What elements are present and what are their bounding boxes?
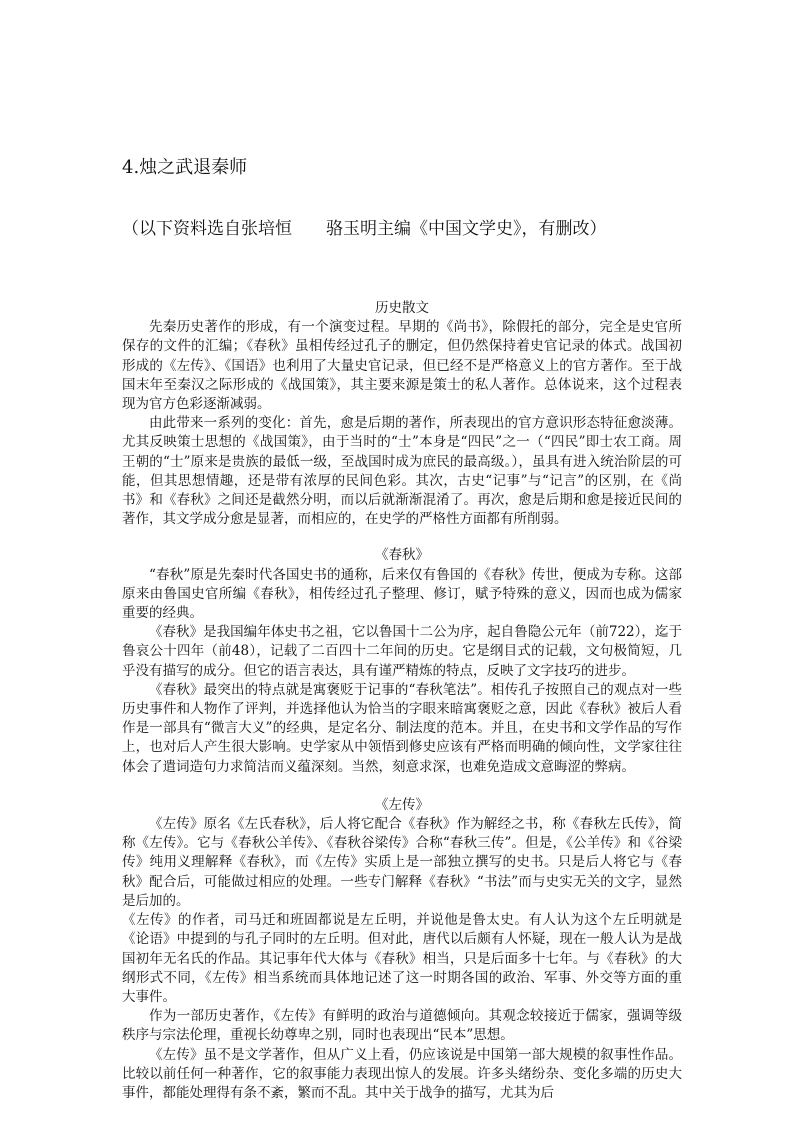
source-note: （以下资料选自张培恒 骆玉明主编《中国文学史》，有删改）: [122, 219, 607, 239]
section-heading: 《左传》: [375, 796, 429, 813]
spacer: [122, 777, 682, 796]
paragraph: 《左传》原名《左氏春秋》，后人将它配合《春秋》作为解经之书，称《春秋左氏传》，简称《左传》。它与《春秋公羊传》、《春秋谷梁传》合称“春秋三传”。但是，《公羊传》和《谷梁传》纯用义理解释《春秋》，而《左传》实质上是一部独立撰写的史书。只是后人将它与《春秋》配合后，可能做过相应的处理。一些专门解释《春秋》“书法”而与史实无关的文字，显然是后加的。: [122, 816, 682, 909]
document-title: 4.烛之武退秦师: [122, 157, 248, 178]
paragraph: 《春秋》是我国编年体史书之祖，它以鲁国十二公为序，起自鲁隐公元年（前722），迄于鲁哀公十四年（前48），记载了二百四十二年间的历史。它是纲目式的记载，文句极简短，几乎没有描写的成分。但它的语言表达，具有谨严精炼的特点，反映了文字技巧的进步。: [122, 624, 682, 679]
spacer: [122, 529, 682, 546]
section-heading: 《春秋》: [375, 547, 429, 564]
section-heading: 历史散文: [375, 300, 429, 316]
section-zuozhuan: [122, 796, 682, 1103]
paragraph: 先秦历史著作的形成，有一个演变过程。早期的《尚书》，除假托的部分，完全是史官所保存的文件的汇编；《春秋》虽相传经过孔子的删定，但仍然保持着史官记录的体式。战国初形成的《左传》、《国语》也利用了大量史官记录，但已经不是严格意义上的官方著作。至于战国末年至秦汉之际形成的《战国策》，其主要来源是策士的私人著作。总体说来，这个过程表现为官方色彩逐渐减弱。: [122, 319, 682, 413]
paragraph: 《左传》的作者，司马迁和班固都说是左丘明，并说他是鲁太史。有人认为这个左丘明就是《论语》中提到的与孔子同时的左丘明。但对此，唐代以后颇有人怀疑，现在一般人认为是战国初年无名氏的作品。其记事年代大体与《春秋》相当，只是后面多十七年。与《春秋》的大纲形式不同，《左传》相当系统而具体地记述了这一时期各国的政治、军事、外交等方面的重大事件。: [122, 912, 682, 1005]
paragraph: 《左传》虽不是文学著作，但从广义上看，仍应该说是中国第一部大规模的叙事性作品。比较以前任何一种著作，它的叙事能力表现出惊人的发展。许多头绪纷杂、变化多端的历史大事件，都能处理得有条不紊，繁而不乱。其中关于战争的描写，尤其为后: [122, 1046, 682, 1101]
section-historical-prose: [122, 299, 682, 529]
paragraph: 由此带来一系列的变化：首先，愈是后期的著作，所表现出的官方意识形态特征愈淡薄。尤其反映策士思想的《战国策》，由于当时的“士”本身是“四民”之一（“四民”即士农工商。周王朝的“士”原来是贵族的最低一级，至战国时成为庶民的最高级。），虽具有进入统治阶层的可能，但其思想情趣，还是带有浓厚的民间色彩。其次，古史“记事”与“记言”的区别，在《尚书》和《春秋》之间还是截然分明，而以后就渐渐混淆了。再次，愈是后期和愈是接近民间的著作，其文学成分愈是显著，而相应的，在史学的严格性方面都有所削弱。: [122, 415, 682, 528]
paragraph: 《春秋》最突出的特点就是寓褒贬于记事的“春秋笔法”。相传孔子按照自己的观点对一些历史事件和人物作了评判，并选择他认为恰当的字眼来暗寓褒贬之意，因此《春秋》被后人看作是一部具有“微言大义”的经典，是定名分、制法度的范本。并且，在史书和文学作品的写作上，也对后人产生很大影响。史学家从中领悟到修史应该有严格而明确的倾向性，文学家往往体会了遣词造句力求简洁而义蕴深刻。当然，刻意求深，也难免造成文意晦涩的弊病。: [122, 681, 682, 775]
document-body: [122, 299, 682, 1103]
paragraph: “春秋”原是先秦时代各国史书的通称，后来仅有鲁国的《春秋》传世，便成为专称。这部原来由鲁国史官所编《春秋》，相传经过孔子整理、修订，赋予特殊的意义，因而也成为儒家重要的经典。: [122, 566, 682, 622]
section-chunqiu: [122, 546, 682, 776]
paragraph: 作为一部历史著作，《左传》有鲜明的政治与道德倾向。其观念较接近于儒家，强调等级秩序与宗法伦理，重视长幼尊卑之别，同时也表现出“民本”思想。: [122, 1008, 682, 1044]
